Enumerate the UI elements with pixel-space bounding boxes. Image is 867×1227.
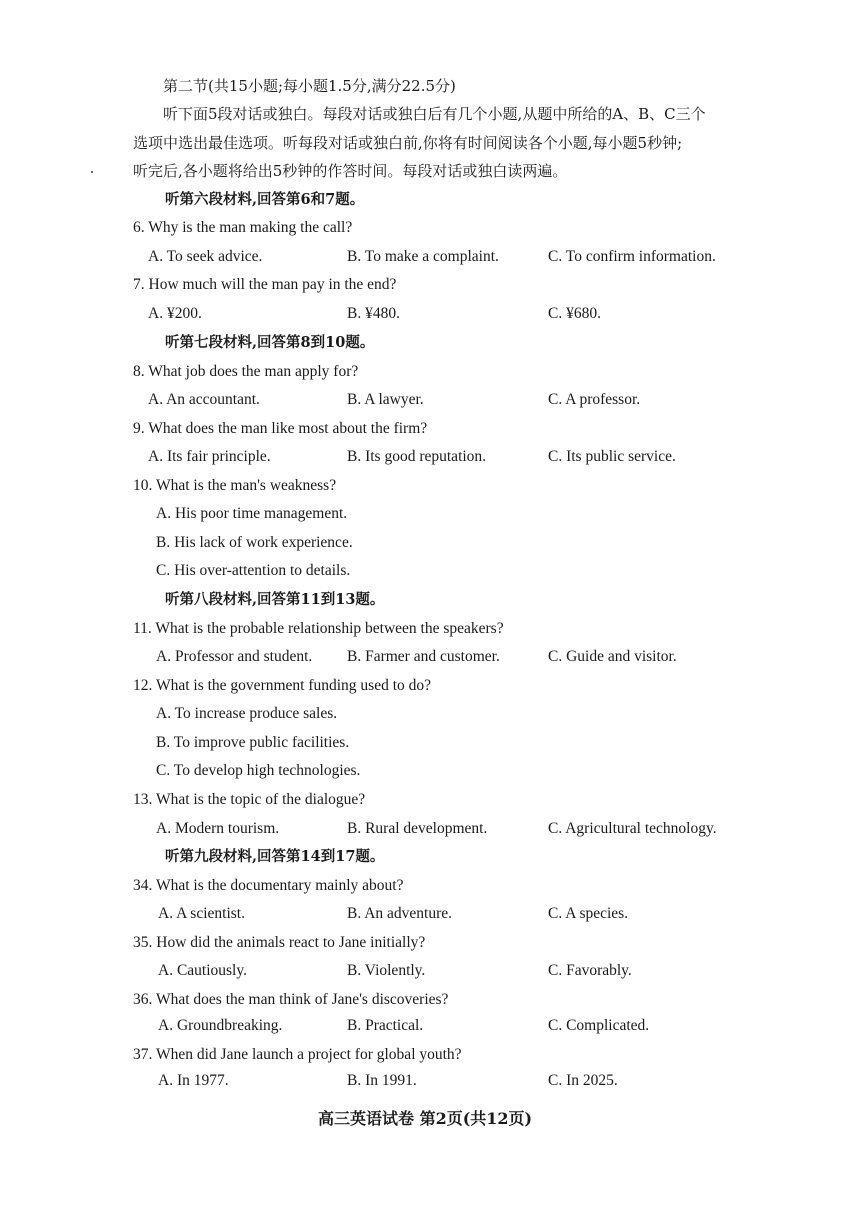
question-stem: 8. What job does the man apply for? [133, 363, 359, 380]
option-c[interactable]: C. To confirm information. [548, 248, 716, 265]
option-a[interactable]: A. Cautiously. [158, 962, 247, 979]
option-b[interactable]: B. Violently. [347, 962, 426, 979]
scan-speck [91, 171, 93, 173]
option-c[interactable]: C. ¥680. [548, 305, 601, 322]
option-a[interactable]: A. Professor and student. [156, 648, 313, 665]
question-stem: 6. Why is the man making the call? [133, 219, 353, 236]
option-a[interactable]: A. A scientist. [158, 905, 245, 922]
instructions-line-3: 听完后,各小题将给出5秒钟的作答时间。每段对话或独白读两遍。 [133, 162, 568, 180]
option-b[interactable]: B. To improve public facilities. [156, 734, 350, 751]
option-a[interactable]: A. Modern tourism. [156, 820, 280, 837]
option-b[interactable]: B. An adventure. [347, 905, 453, 922]
section-heading: 第二节(共15小题;每小题1.5分,满分22.5分) [163, 77, 456, 95]
instructions-line-1: 听下面5段对话或独白。每段对话或独白后有几个小题,从题中所给的A、B、C三个 [163, 105, 706, 123]
option-b[interactable]: B. In 1991. [347, 1072, 417, 1089]
option-c[interactable]: C. Favorably. [548, 962, 632, 979]
group-label: 听第九段材料,回答第14到17题。 [165, 848, 385, 865]
question-stem: 11. What is the probable relationship between the speakers? [133, 620, 504, 637]
question-stem: 10. What is the man's weakness? [133, 477, 337, 494]
option-c[interactable]: C. A professor. [548, 391, 641, 408]
option-b[interactable]: B. A lawyer. [347, 391, 424, 408]
group-label: 听第八段材料,回答第11到13题。 [165, 591, 385, 608]
page-footer: 高三英语试卷 第2页(共12页) [318, 1109, 533, 1128]
question-stem: 34. What is the documentary mainly about? [133, 877, 404, 894]
option-b[interactable]: B. Farmer and customer. [347, 648, 500, 665]
option-c[interactable]: C. Agricultural technology. [548, 820, 717, 837]
option-c[interactable]: C. To develop high technologies. [156, 762, 361, 779]
option-c[interactable]: C. His over-attention to details. [156, 562, 351, 579]
option-b[interactable]: B. Its good reputation. [347, 448, 487, 465]
question-stem: 13. What is the topic of the dialogue? [133, 791, 366, 808]
question-stem: 7. How much will the man pay in the end? [133, 276, 397, 293]
option-c[interactable]: C. Its public service. [548, 448, 676, 465]
group-label: 听第七段材料,回答第8到10题。 [165, 334, 375, 351]
option-c[interactable]: C. Guide and visitor. [548, 648, 677, 665]
question-stem: 35. How did the animals react to Jane initially? [133, 934, 426, 951]
question-stem: 36. What does the man think of Jane's discoveries? [133, 991, 449, 1008]
option-a[interactable]: A. To seek advice. [148, 248, 263, 265]
group-label: 听第六段材料,回答第6和7题。 [165, 191, 365, 208]
option-b[interactable]: B. Rural development. [347, 820, 488, 837]
question-stem: 37. When did Jane launch a project for global youth? [133, 1046, 462, 1063]
option-a[interactable]: A. In 1977. [158, 1072, 229, 1089]
option-a[interactable]: A. To increase produce sales. [156, 705, 338, 722]
option-b[interactable]: B. Practical. [347, 1017, 424, 1034]
option-a[interactable]: A. His poor time management. [156, 505, 348, 522]
question-stem: 9. What does the man like most about the firm? [133, 420, 428, 437]
option-c[interactable]: C. In 2025. [548, 1072, 618, 1089]
option-a[interactable]: A. Its fair principle. [148, 448, 271, 465]
option-b[interactable]: B. His lack of work experience. [156, 534, 353, 551]
question-stem: 12. What is the government funding used to do? [133, 677, 432, 694]
option-a[interactable]: A. An accountant. [148, 391, 260, 408]
option-b[interactable]: B. To make a complaint. [347, 248, 499, 265]
option-b[interactable]: B. ¥480. [347, 305, 400, 322]
option-c[interactable]: C. A species. [548, 905, 629, 922]
instructions-line-2: 选项中选出最佳选项。听每段对话或独白前,你将有时间阅读各个小题,每小题5秒钟; [133, 134, 683, 152]
option-c[interactable]: C. Complicated. [548, 1017, 650, 1034]
option-a[interactable]: A. Groundbreaking. [158, 1017, 283, 1034]
option-a[interactable]: A. ¥200. [148, 305, 202, 322]
